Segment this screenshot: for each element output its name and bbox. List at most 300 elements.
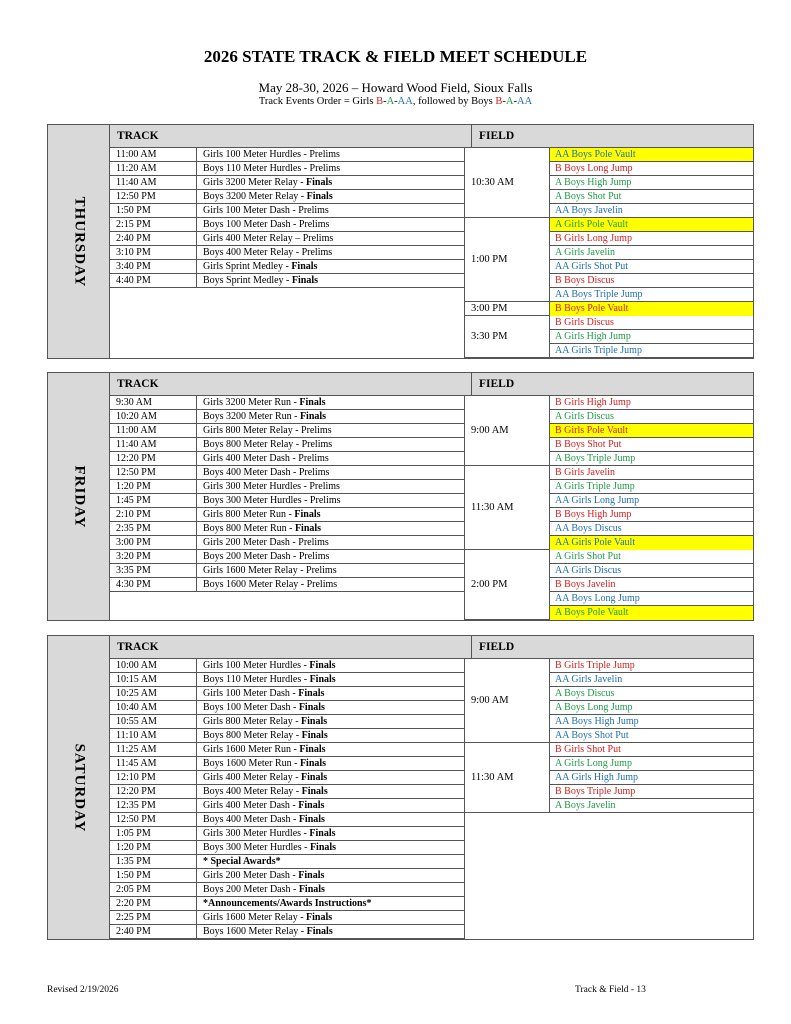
track-event-name: Boys 1600 Meter Relay - Prelims [203, 579, 338, 590]
track-event [196, 536, 329, 549]
track-row [110, 424, 465, 438]
track-event-name: Girls 1600 Meter Relay - Prelims [203, 565, 337, 576]
field-time: 9:00 AM [471, 695, 509, 706]
order-a: A [386, 96, 395, 107]
track-event-name: Girls Sprint Medley - [203, 261, 292, 272]
track-event-round: * Special Awards* [203, 856, 281, 867]
track-row [110, 190, 465, 204]
track-column [110, 148, 465, 288]
track-event [196, 438, 332, 451]
footer-page: Track & Field - 13 [575, 985, 646, 995]
track-row [110, 522, 465, 536]
field-event: AA Boys Javelin [555, 205, 623, 216]
track-row [110, 757, 465, 771]
track-event-name: Boys 800 Meter Relay - Prelims [203, 439, 333, 450]
order-dash: - [513, 96, 517, 107]
field-time: 3:00 PM [471, 303, 508, 314]
track-event-round: Finals [309, 828, 336, 839]
track-event [196, 701, 325, 714]
track-event [196, 410, 326, 423]
track-time: 2:40 PM [116, 926, 151, 937]
order-dash: - [383, 96, 387, 107]
day-label-text: SATURDAY [71, 743, 87, 832]
field-event: AA Girls Discus [550, 564, 753, 578]
track-row [110, 410, 465, 424]
track-time: 3:00 PM [116, 537, 151, 548]
field-event: AA Girls Javelin [550, 673, 753, 687]
track-event-name: Girls 800 Meter Relay - [203, 716, 302, 727]
track-event-name: Boys 1600 Meter Run - [203, 758, 300, 769]
field-header: FIELD [471, 636, 514, 658]
track-time: 10:55 AM [116, 716, 157, 727]
field-group [465, 316, 753, 358]
track-column [110, 396, 465, 592]
track-event-name: Girls 300 Meter Hurdles - [203, 828, 310, 839]
day-block-friday [47, 372, 754, 621]
track-time: 2:40 PM [116, 233, 151, 244]
track-time: 11:25 AM [116, 744, 157, 755]
track-row [110, 494, 465, 508]
track-event [196, 687, 324, 700]
track-event-round: Finals [299, 397, 326, 408]
field-event: AA Boys High Jump [550, 715, 753, 729]
day-label [48, 125, 110, 358]
track-event-round: Finals [298, 884, 325, 895]
field-event: A Boys High Jump [550, 176, 753, 190]
track-event-name: Boys 100 Meter Dash - Prelims [203, 219, 330, 230]
track-time: 3:10 PM [116, 247, 151, 258]
track-event-round: Finals [309, 660, 336, 671]
page-subtitle: May 28-30, 2026 – Howard Wood Field, Sioux Falls [258, 80, 533, 95]
track-time: 2:25 PM [116, 912, 151, 923]
track-event-name: Girls 100 Meter Hurdles - [203, 660, 310, 671]
track-time: 12:20 PM [116, 786, 156, 797]
track-event [196, 480, 340, 493]
track-event-name: Girls 200 Meter Dash - Prelims [203, 537, 329, 548]
track-row [110, 578, 465, 592]
track-row [110, 438, 465, 452]
track-event [196, 550, 329, 563]
footer-revised: Revised 2/19/2026 [47, 985, 119, 995]
field-time: 2:00 PM [471, 579, 508, 590]
field-event: A Girls High Jump [550, 330, 753, 344]
track-row [110, 260, 465, 274]
track-row [110, 883, 465, 897]
field-event: B Boys Discus [550, 274, 753, 288]
field-event: AA Boys Triple Jump [555, 289, 643, 300]
field-event: B Boys Javelin [550, 578, 753, 592]
track-event-name: Boys 110 Meter Hurdles - [203, 674, 310, 685]
field-event: AA Girls Shot Put [550, 260, 753, 274]
track-event-name: Girls 100 Meter Hurdles - Prelims [203, 149, 340, 160]
track-row [110, 659, 465, 673]
track-event-name: Girls 400 Meter Dash - Prelims [203, 453, 329, 464]
field-header: FIELD [471, 373, 514, 395]
field-time: 11:30 AM [471, 772, 514, 783]
track-event-name: Boys 300 Meter Hurdles - Prelims [203, 495, 341, 506]
track-event [196, 522, 321, 535]
field-events [549, 316, 753, 358]
track-event-round: Finals [301, 786, 328, 797]
field-event-highlighted: AA Girls Pole Vault [550, 536, 753, 550]
track-event [196, 673, 336, 686]
track-row [110, 396, 465, 410]
field-event-highlighted: AA Boys Pole Vault [550, 148, 753, 162]
track-row [110, 564, 465, 578]
track-order-note [0, 96, 791, 107]
track-event-name: Girls 400 Meter Relay - [203, 772, 302, 783]
track-row [110, 480, 465, 494]
field-event: A Boys Discus [550, 687, 753, 701]
field-event: A Boys Long Jump [550, 701, 753, 715]
track-event [196, 743, 326, 756]
track-row [110, 827, 465, 841]
track-event-name: Girls 400 Meter Relay – Prelims [203, 233, 334, 244]
track-event-name: Boys 3200 Meter Run - [203, 411, 300, 422]
track-row [110, 869, 465, 883]
field-event: B Girls High Jump [550, 396, 753, 410]
field-event: B Girls Triple Jump [550, 659, 753, 673]
track-event [196, 260, 317, 273]
track-event-name: Girls 800 Meter Relay - Prelims [203, 425, 332, 436]
track-event-name: Girls 1600 Meter Relay - [203, 912, 307, 923]
field-event: AA Girls Long Jump [550, 494, 753, 508]
track-time: 12:20 PM [116, 453, 156, 464]
track-event-round: Finals [299, 744, 326, 755]
field-events [549, 743, 753, 813]
field-events [549, 148, 753, 218]
track-row [110, 799, 465, 813]
day-block-saturday [47, 635, 754, 940]
field-events [549, 302, 753, 316]
track-event-name: Boys 300 Meter Hurdles - [203, 842, 310, 853]
field-event: B Girls Shot Put [550, 743, 753, 757]
track-time: 2:10 PM [116, 509, 151, 520]
track-event-round: Finals [306, 177, 333, 188]
track-event [196, 452, 329, 465]
track-event-round: Finals [298, 800, 325, 811]
field-event: AA Boys Long Jump [550, 592, 753, 606]
track-event-name: Girls 300 Meter Hurdles - Prelims [203, 481, 340, 492]
field-events [549, 550, 753, 620]
track-time: 11:10 AM [116, 730, 157, 741]
table-header [110, 373, 753, 396]
field-event-highlighted: B Boys Pole Vault [550, 302, 753, 316]
field-time: 1:00 PM [471, 254, 508, 265]
field-event: A Boys Shot Put [550, 190, 753, 204]
track-event [196, 508, 321, 521]
track-event-name: Boys 400 Meter Relay - [203, 786, 302, 797]
table-header [110, 636, 753, 659]
track-row [110, 232, 465, 246]
track-time: 12:50 PM [116, 467, 156, 478]
track-time: 2:15 PM [116, 219, 151, 230]
track-row [110, 452, 465, 466]
track-time: 10:00 AM [116, 660, 157, 671]
page-title: 2026 STATE TRACK & FIELD MEET SCHEDULE [203, 47, 588, 66]
track-event-name: Girls 100 Meter Dash - [203, 688, 299, 699]
track-row [110, 673, 465, 687]
track-time: 1:20 PM [116, 481, 151, 492]
track-event [196, 396, 326, 409]
track-time: 12:10 PM [116, 772, 156, 783]
track-event [196, 841, 336, 854]
track-event-round: Finals [306, 912, 333, 923]
track-event [196, 897, 371, 910]
track-time: 12:50 PM [116, 814, 156, 825]
field-group [465, 659, 753, 743]
track-event-round: Finals [299, 758, 327, 769]
track-event [196, 771, 327, 784]
track-event [196, 564, 337, 577]
track-time: 4:40 PM [116, 275, 151, 286]
track-row [110, 729, 465, 743]
field-events [549, 659, 753, 743]
track-time: 11:00 AM [116, 425, 157, 436]
field-event: A Girls Shot Put [550, 550, 753, 564]
track-event [196, 925, 333, 938]
track-time: 11:00 AM [116, 149, 157, 160]
track-event [196, 494, 341, 507]
track-row [110, 218, 465, 232]
field-event: AA Boys Shot Put [555, 730, 629, 741]
track-event-round: Finals [309, 842, 337, 853]
field-event: A Girls Discus [550, 410, 753, 424]
order-middle: , followed by Boys [412, 96, 496, 107]
day-label [48, 636, 110, 939]
track-time: 9:30 AM [116, 397, 152, 408]
track-event-name: Boys 800 Meter Relay - [203, 730, 302, 741]
track-row [110, 162, 465, 176]
track-time: 12:35 PM [116, 800, 156, 811]
track-event [196, 578, 337, 591]
field-event: B Boys Shot Put [550, 438, 753, 452]
track-header: TRACK [117, 130, 159, 142]
field-event: A Girls Triple Jump [550, 480, 753, 494]
track-event-round: Finals [301, 772, 328, 783]
track-event [196, 855, 281, 868]
field-events [549, 218, 753, 302]
track-event-name: Boys 400 Meter Dash - [203, 814, 299, 825]
track-row [110, 785, 465, 799]
track-time: 11:20 AM [116, 163, 157, 174]
track-time: 2:05 PM [116, 884, 151, 895]
field-event: B Boys Triple Jump [550, 785, 753, 799]
field-group [465, 743, 753, 813]
track-event-round: Finals [294, 523, 322, 534]
track-event-round: Finals [298, 702, 325, 713]
track-row [110, 701, 465, 715]
track-event-name: Girls 100 Meter Dash - Prelims [203, 205, 329, 216]
order-prefix: Track Events Order = Girls [258, 96, 377, 107]
track-event [196, 827, 336, 840]
track-time: 10:15 AM [116, 674, 157, 685]
field-group [465, 396, 753, 466]
order-dash: - [394, 96, 398, 107]
track-event [196, 204, 329, 217]
order-dash: - [502, 96, 506, 107]
track-time: 1:05 PM [116, 828, 151, 839]
track-event [196, 911, 332, 924]
track-row [110, 466, 465, 480]
track-event [196, 232, 333, 245]
track-row [110, 176, 465, 190]
day-block-thursday [47, 124, 754, 359]
track-event-name: Boys 200 Meter Dash - [203, 884, 299, 895]
track-event-round: *Announcements/Awards Instructions* [203, 898, 372, 909]
track-event [196, 466, 329, 479]
track-event-name: Girls 200 Meter Dash - [203, 870, 299, 881]
track-event [196, 729, 328, 742]
track-time: 3:20 PM [116, 551, 151, 562]
track-event [196, 424, 332, 437]
track-event [196, 869, 324, 882]
track-event [196, 162, 340, 175]
track-event-name: Girls 3200 Meter Relay - [203, 177, 307, 188]
field-time: 3:30 PM [471, 331, 508, 342]
field-event-highlighted: B Girls Pole Vault [550, 424, 753, 438]
track-time: 11:45 AM [116, 758, 157, 769]
track-event [196, 715, 327, 728]
track-event [196, 659, 336, 672]
track-event-name: Boys 800 Meter Run - [203, 523, 295, 534]
track-row [110, 841, 465, 855]
track-event [196, 785, 328, 798]
track-time: 1:50 PM [116, 870, 151, 881]
track-event-round: Finals [298, 688, 325, 699]
field-event: A Girls Long Jump [550, 757, 753, 771]
track-event-round: Finals [301, 716, 328, 727]
track-event-name: Girls 1600 Meter Run - [203, 744, 300, 755]
track-event-name: Boys 1600 Meter Relay - [203, 926, 307, 937]
field-group [465, 550, 753, 620]
field-time: 10:30 AM [471, 177, 514, 188]
track-time: 3:40 PM [116, 261, 151, 272]
track-row [110, 687, 465, 701]
track-row [110, 246, 465, 260]
track-row [110, 743, 465, 757]
track-event-name: Boys 3200 Meter Relay - [203, 191, 307, 202]
track-event [196, 274, 318, 287]
track-event-round: Finals [299, 411, 327, 422]
track-time: 1:20 PM [116, 842, 151, 853]
field-event-highlighted: A Boys Pole Vault [550, 606, 753, 620]
day-label [48, 373, 110, 620]
track-event-name: Girls 800 Meter Run - [203, 509, 295, 520]
track-event [196, 190, 333, 203]
track-event [196, 246, 332, 259]
track-event-name: Boys 100 Meter Dash - [203, 702, 299, 713]
track-row [110, 508, 465, 522]
track-row [110, 855, 465, 869]
field-event: B Girls Javelin [550, 466, 753, 480]
field-time: 9:00 AM [471, 425, 509, 436]
track-row [110, 715, 465, 729]
table-header [110, 125, 753, 148]
track-row [110, 897, 465, 911]
field-events [549, 396, 753, 466]
track-event-name: Boys Sprint Medley - [203, 275, 292, 286]
field-group [465, 148, 753, 218]
track-event-round: Finals [291, 275, 319, 286]
field-group [465, 302, 753, 316]
track-event-round: Finals [298, 870, 325, 881]
field-header: FIELD [471, 125, 514, 147]
track-row [110, 911, 465, 925]
track-header: TRACK [117, 378, 159, 390]
track-time: 2:20 PM [116, 898, 151, 909]
order-b: B [495, 96, 503, 107]
track-time: 1:35 PM [116, 856, 151, 867]
track-event-round: Finals [291, 261, 318, 272]
track-event [196, 883, 325, 896]
track-event-round: Finals [294, 509, 321, 520]
field-event: A Girls Javelin [550, 246, 753, 260]
field-event: B Boys High Jump [550, 508, 753, 522]
track-event-round: Finals [298, 814, 325, 825]
track-event [196, 813, 325, 826]
track-row [110, 771, 465, 785]
track-time: 11:40 AM [116, 439, 157, 450]
order-aa: AA [397, 96, 413, 107]
order-a: A [505, 96, 514, 107]
field-event: A Boys Triple Jump [555, 453, 636, 464]
track-time: 10:25 AM [116, 688, 157, 699]
field-group [465, 218, 753, 302]
field-time: 11:30 AM [471, 502, 514, 513]
field-event: AA Girls High Jump [550, 771, 753, 785]
field-event: AA Boys Discus [550, 522, 753, 536]
track-time: 11:40 AM [116, 177, 157, 188]
track-event-name: Boys 110 Meter Hurdles - Prelims [203, 163, 341, 174]
field-event: B Girls Long Jump [550, 232, 753, 246]
track-event-name: Boys 400 Meter Relay - Prelims [203, 247, 333, 258]
order-aa: AA [517, 96, 533, 107]
track-row [110, 550, 465, 564]
track-row [110, 148, 465, 162]
field-event: A Boys Javelin [555, 800, 616, 811]
field-event-highlighted: A Girls Pole Vault [550, 218, 753, 232]
track-time: 10:40 AM [116, 702, 157, 713]
field-event: B Girls Discus [550, 316, 753, 330]
track-time: 1:50 PM [116, 205, 151, 216]
track-event-name: Girls 400 Meter Dash - [203, 800, 299, 811]
track-event [196, 218, 329, 231]
day-label-text: FRIDAY [71, 465, 87, 528]
track-row [110, 204, 465, 218]
field-events [549, 466, 753, 550]
track-event-round: Finals [306, 926, 333, 937]
track-time: 10:20 AM [116, 411, 157, 422]
track-event [196, 148, 340, 161]
track-event [196, 757, 326, 770]
track-time: 4:30 PM [116, 579, 151, 590]
field-group [465, 466, 753, 550]
track-event-round: Finals [306, 191, 333, 202]
track-event-name: Girls 3200 Meter Run - [203, 397, 300, 408]
track-time: 3:35 PM [116, 565, 151, 576]
track-row [110, 925, 465, 939]
track-row [110, 274, 465, 288]
track-time: 2:35 PM [116, 523, 151, 534]
track-event-round: Finals [309, 674, 336, 685]
track-event-name: Boys 200 Meter Dash - Prelims [203, 551, 330, 562]
track-column [110, 659, 465, 939]
track-event [196, 799, 324, 812]
track-event-name: Boys 400 Meter Dash - Prelims [203, 467, 330, 478]
field-event: B Boys Long Jump [550, 162, 753, 176]
track-event [196, 176, 332, 189]
